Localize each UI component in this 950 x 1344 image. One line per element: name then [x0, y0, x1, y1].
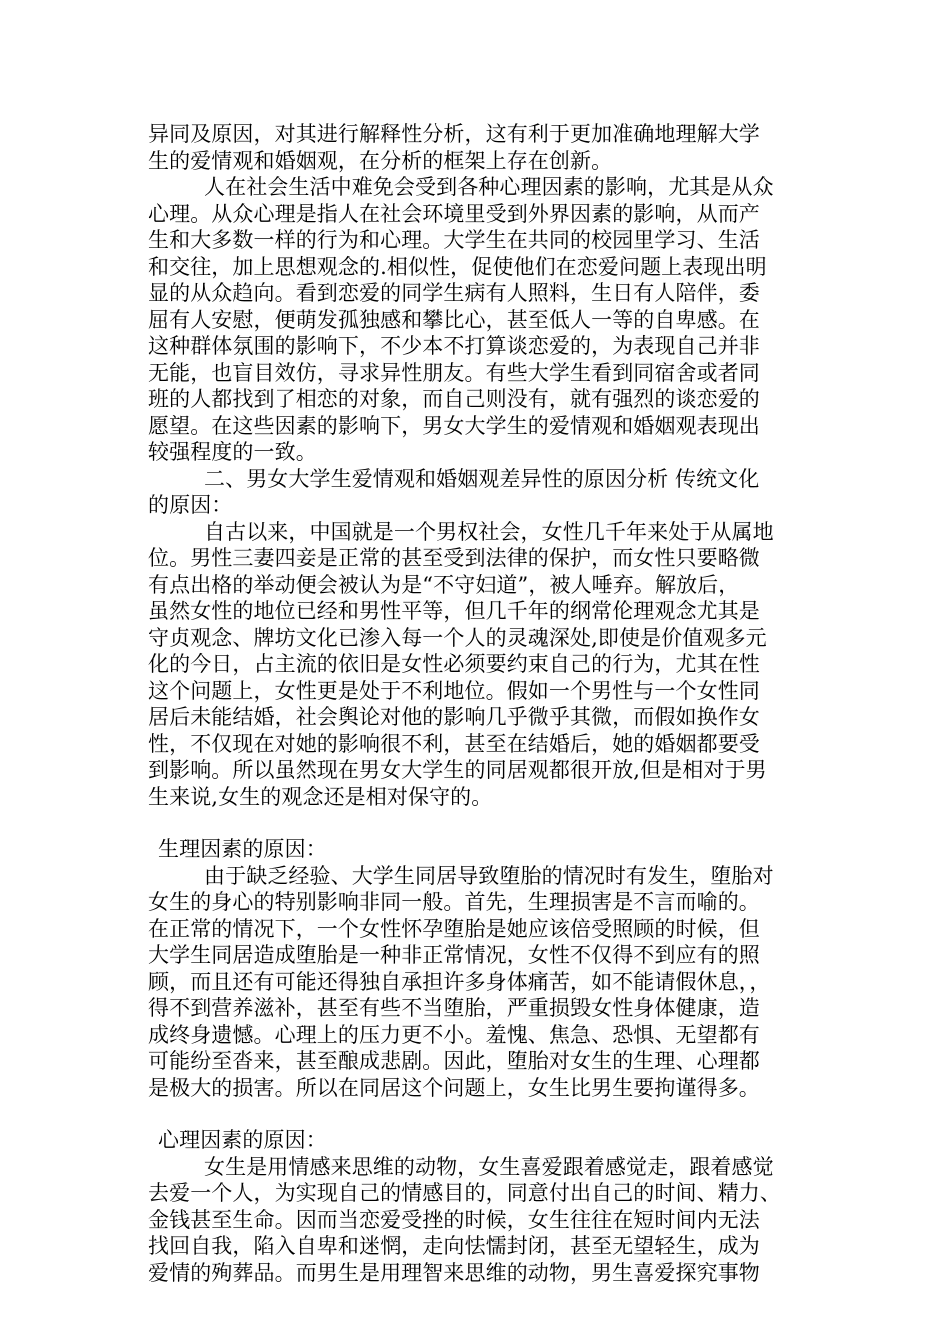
text-line: 自古以来，中国就是一个男权社会，女性几千年来处于从属地	[204, 519, 774, 544]
text-line: 女生是用情感来思维的动物，女生喜爱跟着感觉走，跟着感觉	[204, 1154, 774, 1179]
text-line: 大学生同居造成堕胎是一种非正常情况，女性不仅得不到应有的照	[148, 943, 760, 967]
text-line: 心理因素的原因：	[158, 1128, 327, 1152]
text-line: 心理。从众心理是指人在社会环境里受到外界因素的影响，从而产	[148, 201, 760, 226]
text-line: 成终身遗憾。心理上的压力更不小。羞愧、焦急、恐惧、无望都有	[148, 1022, 760, 1047]
text-line: 找回自我，陷入自卑和迷惘，走向怯懦封闭，甚至无望轻生，成为	[148, 1234, 760, 1258]
text-line: 由于缺乏经验、大学生同居导致堕胎的情况时有发生，堕胎对	[204, 863, 774, 888]
text-line: 的原因：	[148, 493, 233, 517]
text-line: 位。男性三妻四妾是正常的甚至受到法律的保护，而女性只要略微	[148, 546, 760, 570]
text-line: 金钱甚至生命。因而当恋爱受挫的时候，女生往往在短时间内无法	[148, 1207, 760, 1232]
text-line: 顾，而且还有可能还得独自承担许多身体痛苦，如不能请假休息，，	[148, 969, 771, 994]
text-line: 在正常的情况下，一个女性怀孕堕胎是她应该倍受照顾的时候，但	[148, 916, 760, 941]
text-line: 班的人都找到了相恋的对象，而自己则没有，就有强烈的谈恋爱的	[148, 387, 760, 411]
text-line: 异同及原因，对其进行解释性分析，这有利于更加准确地理解大学	[148, 122, 760, 146]
text-line: 到影响。所以虽然现在男女大学生的同居观都很开放,但是相对于男	[148, 758, 767, 782]
text-line: 去爱一个人，为实现自己的情感目的，同意付出自己的时间、精力、	[148, 1181, 781, 1205]
text-line: 居后未能结婚，社会舆论对他的影响几乎微乎其微，而假如换作女	[148, 705, 760, 729]
text-line: 是极大的损害。所以在同居这个问题上，女生比男生要拘谨得多。	[148, 1075, 760, 1100]
text-line: 这个问题上，女性更是处于不利地位。假如一个男性与一个女性同	[148, 678, 760, 703]
text-line: 爱情的殉葬品。而男生是用理智来思维的动物，男生喜爱探究事物	[148, 1260, 760, 1285]
text-line: 守贞观念、牌坊文化已渗入每一个人的灵魂深处,即使是价值观多元	[148, 625, 767, 650]
text-line: 生理因素的原因：	[158, 837, 327, 861]
text-line: 虽然女性的地位已经和男性平等，但几千年的纲常伦理观念尤其是	[148, 599, 760, 623]
text-line: 愿望。在这些因素的影响下，男女大学生的爱情观和婚姻观表现出	[148, 413, 760, 438]
text-line: 生来说,女生的观念还是相对保守的。	[148, 784, 493, 809]
text-line: 性，不仅现在对她的影响很不利，甚至在结婚后，她的婚姻都要受	[148, 731, 760, 756]
text-line: 二、男女大学生爱情观和婚姻观差异性的原因分析 传统文化	[204, 466, 760, 491]
text-line: 生和大多数一样的行为和心理。大学生在共同的校园里学习、生活	[148, 228, 760, 252]
text-line: 有点出格的举动便会被认为是“不守妇道”，被人唾弃。解放后，	[148, 572, 740, 597]
text-line: 屈有人安慰，便萌发孤独感和攀比心，甚至低人一等的自卑感。在	[148, 307, 760, 332]
text-line: 化的今日，占主流的依旧是女性必须要约束自己的行为，尤其在性	[148, 652, 760, 676]
text-line: 显的从众趋向。看到恋爱的同学生病有人照料，生日有人陪伴，委	[148, 281, 760, 305]
text-line: 这种群体氛围的影响下，不少本不打算谈恋爱的，为表现自己并非	[148, 334, 760, 358]
text-line: 得不到营养滋补，甚至有些不当堕胎，严重损毁女性身体健康，造	[148, 996, 760, 1020]
text-line: 生的爱情观和婚姻观，在分析的框架上存在创新。	[148, 148, 613, 173]
text-line: 无能，也盲目效仿，寻求异性朋友。有些大学生看到同宿舍或者同	[148, 360, 760, 385]
text-line: 较强程度的一致。	[148, 440, 317, 464]
text-line: 女生的身心的特别影响非同一般。首先，生理损害是不言而喻的。	[148, 890, 760, 914]
text-line: 和交往，加上思想观念的.相似性，促使他们在恋爱问题上表现出明	[148, 254, 767, 279]
text-line: 可能纷至沓来，甚至酿成悲剧。因此，堕胎对女生的生理、心理都	[148, 1049, 760, 1073]
text-line: 人在社会生活中难免会受到各种心理因素的影响，尤其是从众	[204, 175, 774, 199]
